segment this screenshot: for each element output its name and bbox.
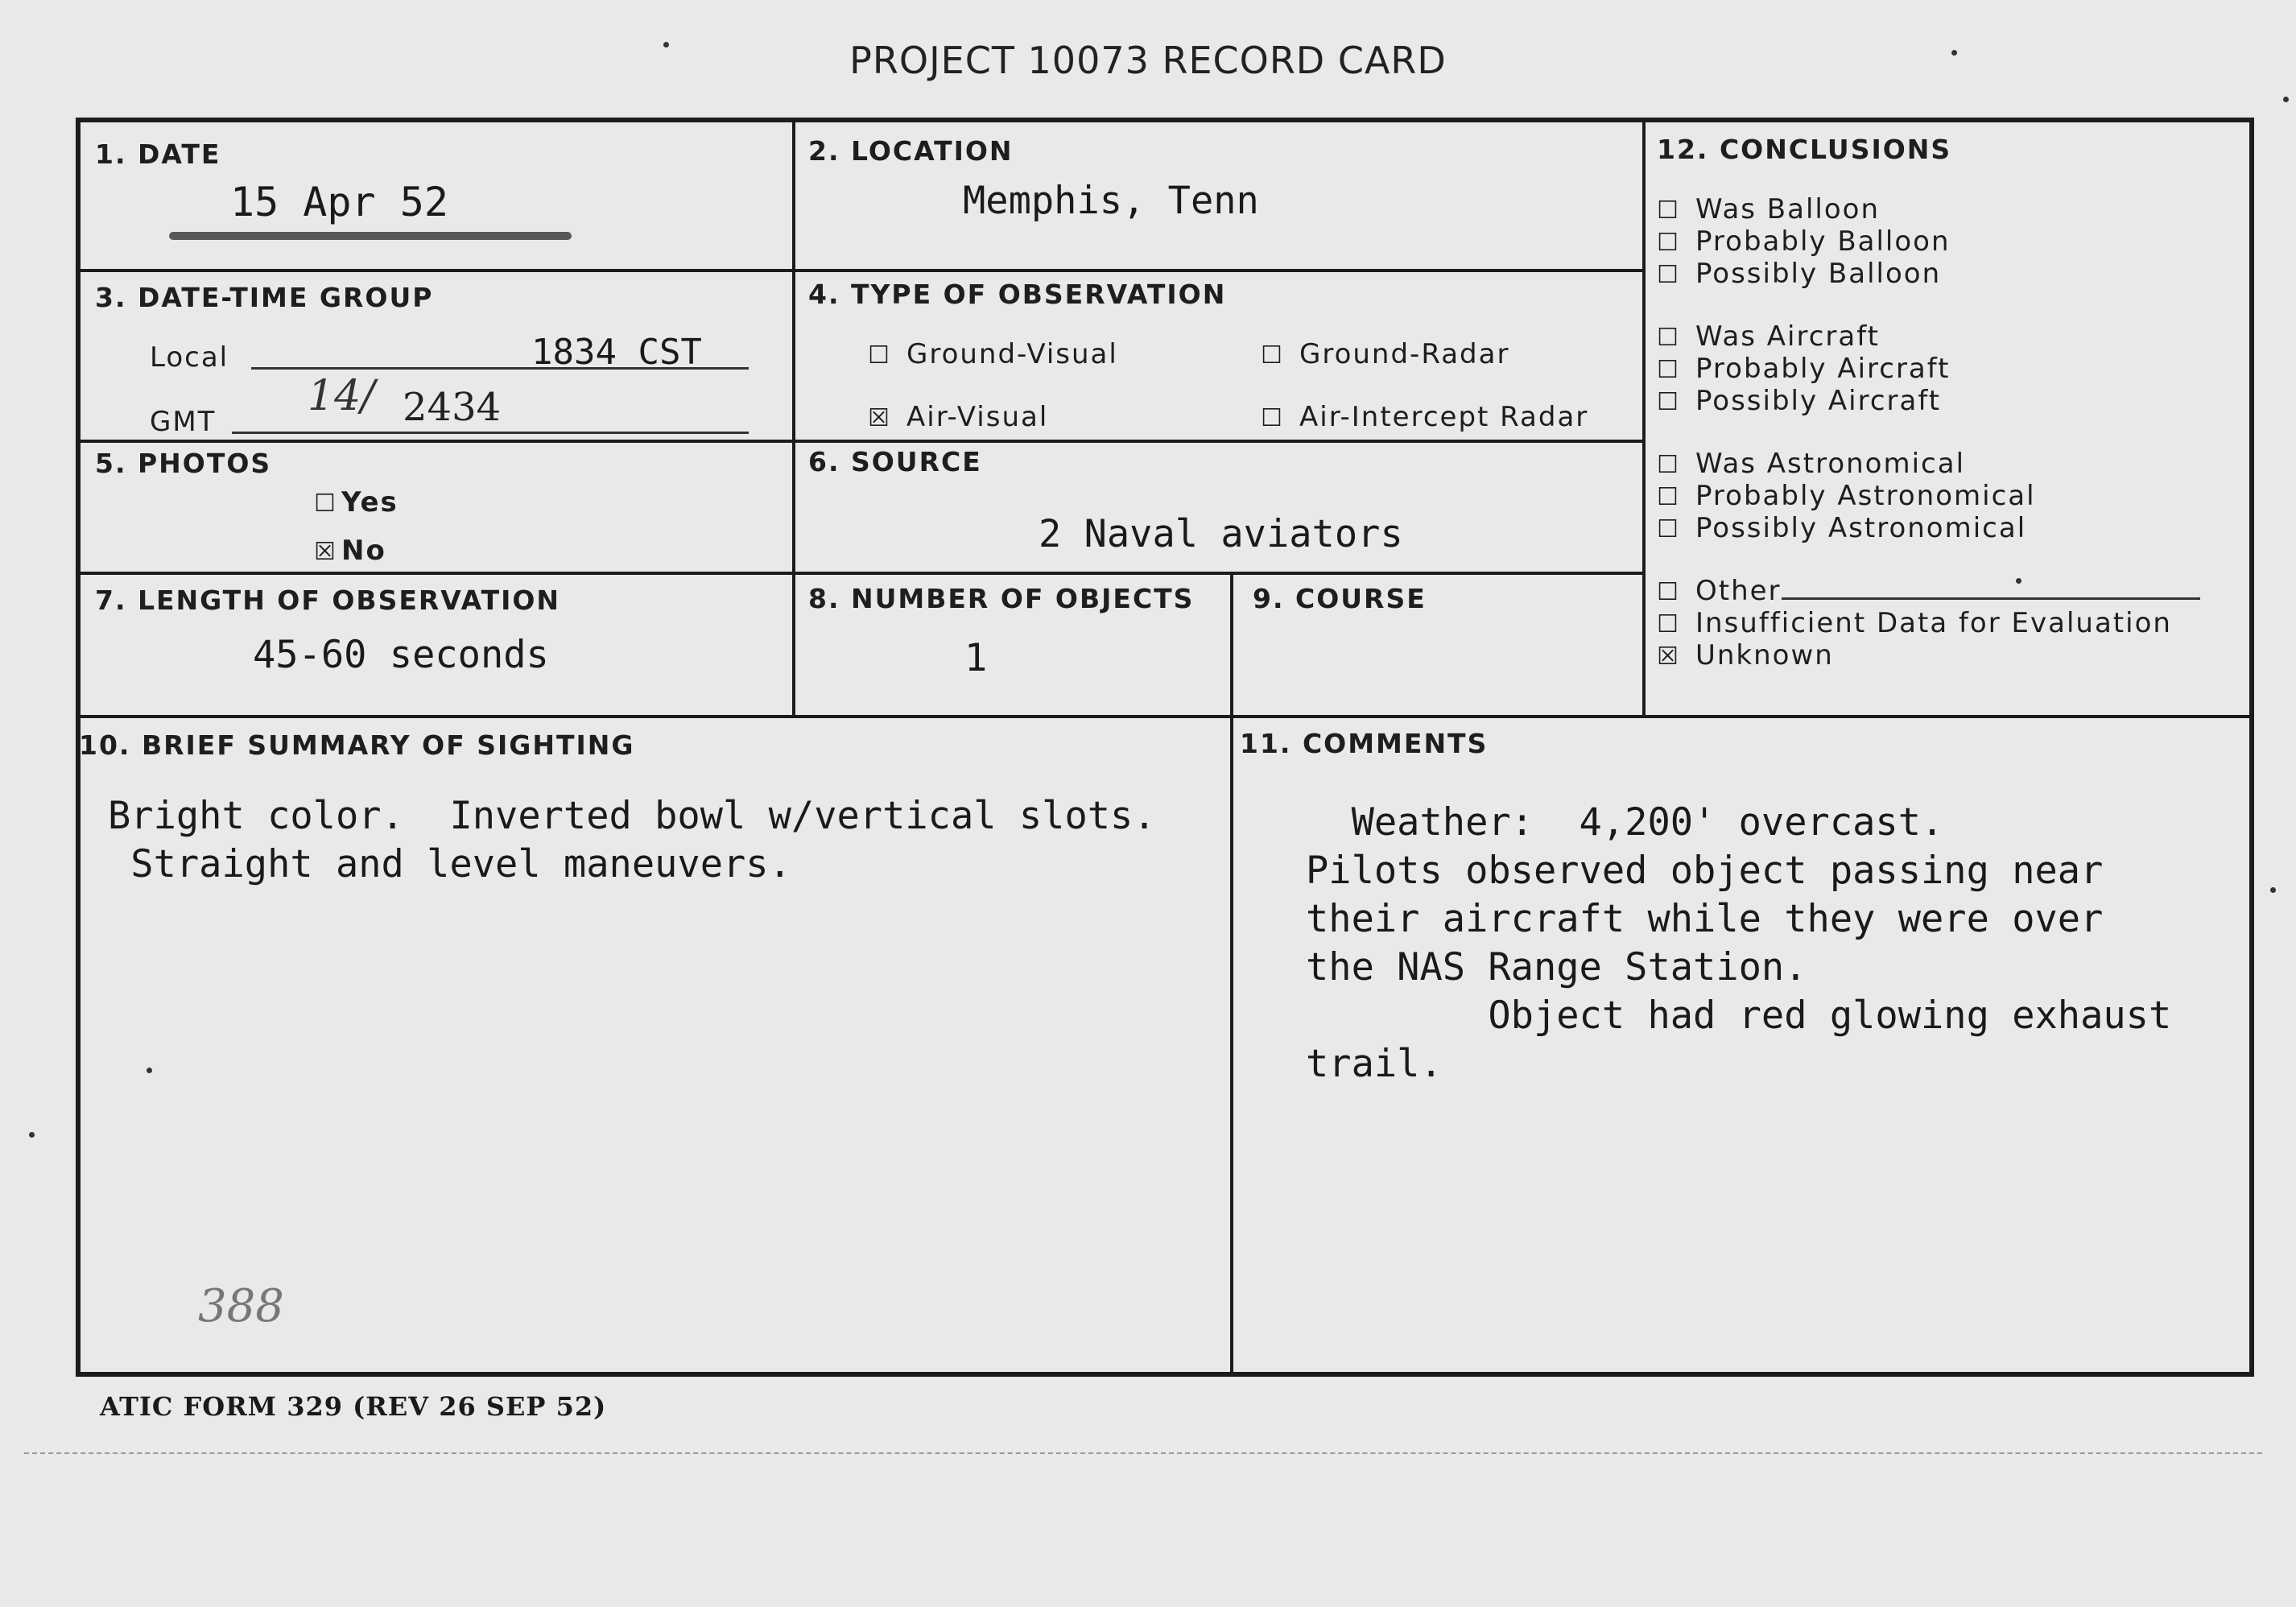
divider	[1642, 121, 1646, 717]
option-label: Yes	[341, 486, 398, 518]
option-label: Air-Visual	[906, 401, 1049, 433]
conclusion-option[interactable]	[1657, 258, 2244, 290]
gmt-field-line	[232, 432, 749, 434]
option-label: Probably Astronomical	[1695, 480, 2036, 512]
speck	[147, 1068, 152, 1073]
length-of-observation-value: 45-60 seconds	[253, 633, 549, 677]
option-label: Was Balloon	[1695, 193, 1881, 225]
option-label: Was Astronomical	[1695, 448, 1966, 480]
option-label: Ground-Radar	[1299, 338, 1510, 370]
observation-option-ground-radar[interactable]	[1261, 338, 1509, 370]
type-of-observation-label: 4. TYPE OF OBSERVATION	[808, 279, 1227, 310]
conclusion-option[interactable]	[1657, 225, 2244, 258]
checkbox-icon: ☐	[1657, 356, 1680, 384]
checkbox-icon: ☐	[1657, 388, 1680, 416]
conclusions-list	[1657, 193, 2244, 671]
conclusion-option[interactable]	[1657, 320, 2244, 353]
photos-option-yes[interactable]	[314, 486, 398, 518]
speck	[2283, 97, 2289, 102]
conclusion-option[interactable]	[1657, 639, 2244, 671]
option-label: Air-Intercept Radar	[1299, 401, 1589, 433]
date-underline	[169, 232, 572, 240]
divider	[79, 440, 1646, 443]
speck	[2016, 578, 2021, 584]
checked-checkbox-icon: ☒	[1657, 642, 1680, 671]
local-value: 1834 CST	[531, 332, 702, 373]
checkbox-icon: ☐	[1657, 610, 1680, 638]
speck	[2270, 887, 2276, 893]
checked-checkbox-icon: ☒	[314, 538, 337, 566]
comments-label: 11. COMMENTS	[1240, 728, 1489, 759]
divider	[1230, 572, 1233, 717]
option-label: Unknown	[1695, 639, 1834, 671]
source-label: 6. SOURCE	[808, 446, 982, 477]
observation-option-ground-visual[interactable]	[868, 338, 1118, 370]
checkbox-icon: ☐	[1657, 261, 1680, 289]
conclusion-option[interactable]	[1657, 607, 2244, 639]
date-value: 15 Apr 52	[230, 179, 448, 225]
checkbox-icon: ☐	[1261, 404, 1284, 432]
option-label: Probably Aircraft	[1695, 353, 1951, 385]
gmt-value: 2434	[403, 385, 502, 430]
option-label: No	[341, 535, 386, 567]
checkbox-icon: ☐	[1657, 451, 1680, 479]
number-of-objects-label: 8. NUMBER OF OBJECTS	[808, 583, 1195, 614]
comments-text: Weather: 4,200' overcast. Pilots observed object passing near their aircraft while they were over the NAS Range Station. Object had red glowing exhaust trail.	[1306, 800, 2172, 1086]
conclusion-option-other[interactable]	[1657, 575, 2244, 607]
option-label: Insufficient Data for Evaluation	[1695, 607, 2172, 639]
observation-option-air-visual[interactable]	[868, 401, 1048, 433]
observation-option-air-intercept-radar[interactable]	[1261, 401, 1588, 433]
card-title: PROJECT 10073 RECORD CARD	[849, 39, 1447, 82]
conclusion-option[interactable]	[1657, 193, 2244, 225]
checkbox-icon: ☐	[1261, 341, 1284, 370]
course-label: 9. COURSE	[1253, 583, 1427, 614]
divider	[79, 572, 1646, 575]
option-label: Probably Balloon	[1695, 225, 1951, 258]
conclusions-label: 12. CONCLUSIONS	[1657, 134, 1952, 165]
pencil-note: 388	[198, 1280, 284, 1332]
photos-label: 5. PHOTOS	[95, 448, 272, 479]
gmt-label: GMT	[150, 406, 217, 438]
checkbox-icon: ☐	[1657, 578, 1680, 606]
gmt-day-handwritten: 14/	[308, 372, 375, 420]
divider	[79, 269, 1646, 272]
checkbox-icon: ☐	[1657, 196, 1680, 225]
option-label: Was Aircraft	[1695, 320, 1880, 353]
speck	[29, 1132, 35, 1138]
local-label: Local	[150, 341, 229, 374]
checkbox-icon: ☐	[1657, 483, 1680, 511]
other-field-line[interactable]	[1782, 578, 2200, 600]
speck	[1951, 50, 1957, 56]
checkbox-icon: ☐	[1657, 229, 1680, 257]
form-number: ATIC FORM 329 (REV 26 SEP 52)	[100, 1391, 607, 1422]
option-label: Ground-Visual	[906, 338, 1118, 370]
location-label: 2. LOCATION	[808, 135, 1014, 167]
summary-text: Bright color. Inverted bowl w/vertical slots. Straight and level maneuvers.	[108, 794, 1156, 886]
location-value: Memphis, Tenn	[963, 179, 1259, 223]
conclusion-option[interactable]	[1657, 385, 2244, 417]
length-of-observation-label: 7. LENGTH OF OBSERVATION	[95, 585, 561, 616]
checkbox-icon: ☐	[1657, 324, 1680, 352]
divider	[79, 715, 2253, 718]
checkbox-icon: ☐	[1657, 515, 1680, 543]
option-label: Possibly Aircraft	[1695, 385, 1942, 417]
speck	[663, 42, 669, 48]
conclusion-option[interactable]	[1657, 353, 2244, 385]
option-label: Possibly Balloon	[1695, 258, 1942, 290]
divider	[1230, 717, 1233, 1374]
photos-option-no[interactable]	[314, 535, 386, 567]
number-of-objects-value: 1	[964, 636, 988, 680]
conclusion-option[interactable]	[1657, 448, 2244, 480]
scan-artifact-line	[24, 1452, 2262, 1454]
date-label: 1. DATE	[95, 138, 221, 170]
conclusion-option[interactable]	[1657, 512, 2244, 544]
option-label: Possibly Astronomical	[1695, 512, 2027, 544]
conclusion-option[interactable]	[1657, 480, 2244, 512]
checkbox-icon: ☐	[868, 341, 891, 370]
source-value: 2 Naval aviators	[1039, 512, 1403, 556]
option-label: Other	[1695, 575, 1782, 607]
divider	[792, 121, 795, 717]
checkbox-icon: ☐	[314, 490, 337, 518]
date-time-group-label: 3. DATE-TIME GROUP	[95, 282, 434, 313]
checked-checkbox-icon: ☒	[868, 404, 891, 432]
summary-label: 10. BRIEF SUMMARY OF SIGHTING	[79, 729, 635, 761]
